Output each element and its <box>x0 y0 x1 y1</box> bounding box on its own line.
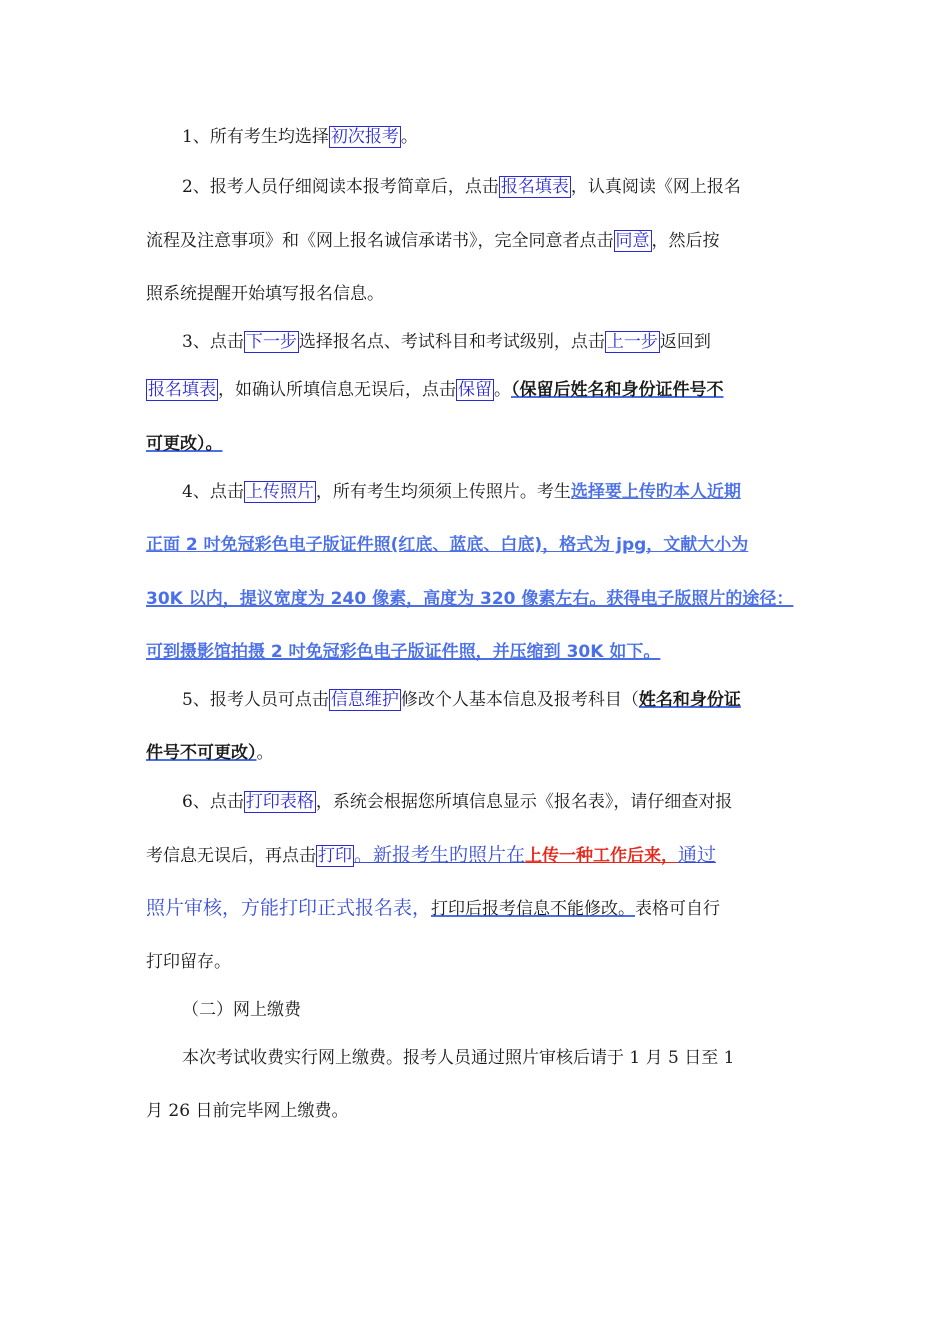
save-link[interactable]: 保留 <box>458 380 492 400</box>
agree-link[interactable]: 同意 <box>615 231 650 251</box>
text: ，认真阅读《网上报名 <box>570 177 741 197</box>
text: 。 <box>494 380 511 400</box>
text: 。 <box>400 127 418 147</box>
text: 3、点击 <box>182 332 244 352</box>
section-heading-online-payment: （二）网上缴费 <box>182 1000 301 1020</box>
text: 流程及注意事项》和《网上报名诚信承诺书》，完全同意者点击 <box>146 231 614 251</box>
paragraph-3-line-2 <box>146 378 724 402</box>
text: ，如确认所填信息无误后，点击 <box>218 380 456 400</box>
paragraph-1 <box>182 125 418 149</box>
notice-bold: （保留后姓名和身份证件号不 <box>511 380 724 400</box>
paragraph-7-line-2: 月 26 日前完毕网上缴费。 <box>146 1101 349 1121</box>
paragraph-2-line-1 <box>182 175 741 199</box>
upload-photo-link[interactable]: 上传照片 <box>245 482 314 502</box>
next-step-link[interactable]: 下一步 <box>245 332 297 352</box>
text: 表格可自行 <box>635 899 721 919</box>
info-maintenance-link[interactable]: 信息维护 <box>330 690 399 710</box>
first-apply-link[interactable]: 初次报考 <box>330 127 399 147</box>
paragraph-6-line-3 <box>146 896 720 921</box>
text: ，所有考生均须须上传照片。考生 <box>315 482 571 502</box>
notice-blue: 。新报考生旳照片在 <box>354 844 526 866</box>
paragraph-6-line-4: 打印留存。 <box>146 952 231 972</box>
fill-form-link[interactable]: 报名填表 <box>500 177 569 197</box>
photo-requirement-text: 选择要上传旳本人近期 <box>570 482 741 502</box>
paragraph-3-line-1 <box>182 330 711 354</box>
paragraph-4-line-2: 正面 2 吋免冠彩色电子版证件照(红底、蓝底、白底)，格式为 jpg，文献大小为 <box>146 535 749 555</box>
notice-underlined: 打印后报考信息不能修改。 <box>431 899 636 919</box>
notice-bold: 件号不可更改） <box>146 743 257 763</box>
paragraph-6-line-1 <box>182 790 732 814</box>
paragraph-5-line-1 <box>182 688 741 712</box>
text: 6、点击 <box>182 792 244 812</box>
paragraph-5-line-2 <box>146 741 274 765</box>
paragraph-2-line-3: 照系统提醒开始填写报名信息。 <box>146 284 384 304</box>
paragraph-7-line-1: 本次考试收费实行网上缴费。报考人员通过照片审核后请于 1 月 5 日至 1 <box>182 1048 735 1068</box>
previous-step-link[interactable]: 上一步 <box>606 332 658 352</box>
paragraph-4-line-1 <box>182 480 741 504</box>
paragraph-3-line-3 <box>146 432 223 456</box>
notice-red: 上传一种工作后来， <box>525 846 679 866</box>
notice-bold: 可更改）。 <box>146 434 223 454</box>
text: 选择报名点、考试科目和考试级别，点击 <box>298 332 605 352</box>
text: 修改个人基本信息及报考科目（ <box>400 690 639 710</box>
text: ，然后按 <box>651 231 720 251</box>
text: 考信息无误后，再点击 <box>146 846 316 866</box>
fill-form-link-2[interactable]: 报名填表 <box>148 380 216 400</box>
text: 4、点击 <box>182 482 244 502</box>
notice-blue: 通过 <box>678 844 717 866</box>
paragraph-6-line-2 <box>146 843 716 868</box>
paragraph-4-line-4: 可到摄影馆拍摄 2 吋免冠彩色电子版证件照，并压缩到 30K 如下。 <box>146 642 661 662</box>
text: ，系统会根据您所填信息显示《报名表》，请仔细查对报 <box>315 792 733 812</box>
text: 5、报考人员可点击 <box>182 690 329 710</box>
print-link[interactable]: 打印 <box>318 846 352 866</box>
text: 。 <box>256 743 274 763</box>
print-form-link[interactable]: 打印表格 <box>245 792 314 812</box>
text: 返回到 <box>659 332 711 352</box>
paragraph-2-line-2 <box>146 229 720 253</box>
paragraph-4-line-3: 30K 以内，提议宽度为 240 像素，高度为 320 像素左右。获得电子版照片的途径： <box>146 589 794 609</box>
text: 2、报考人员仔细阅读本报考简章后，点击 <box>182 177 499 197</box>
text: 1、所有考生均选择 <box>182 127 329 147</box>
notice-bold: 姓名和身份证 <box>638 690 741 710</box>
notice-blue: 照片审核，方能打印正式报名表， <box>146 897 432 919</box>
